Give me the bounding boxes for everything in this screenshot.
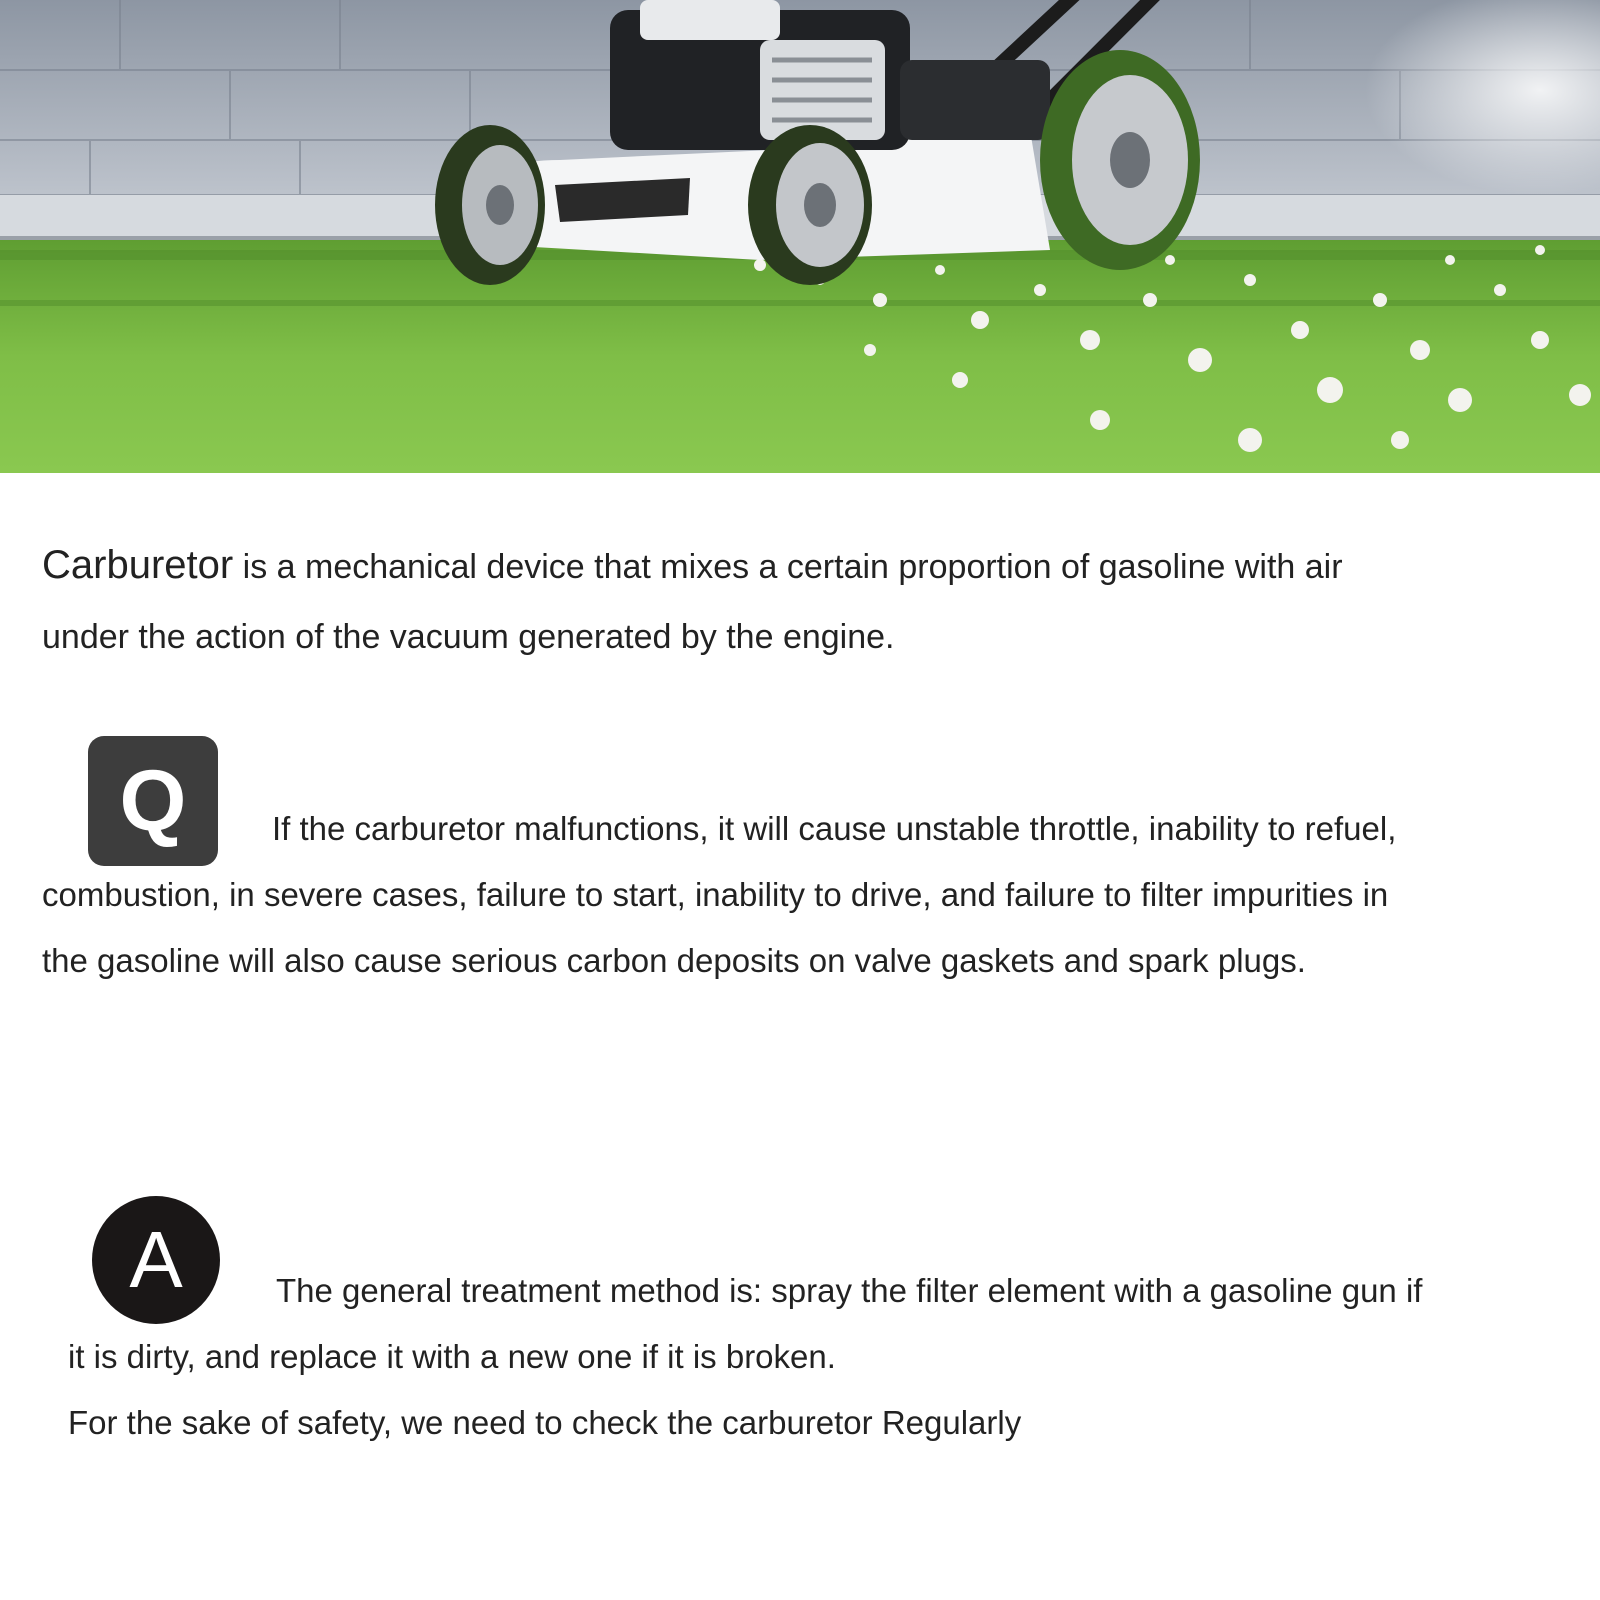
intro-text: is a mechanical device that mixes a certain proportion of gasoline with air under the action of the vacuum generated by the engine. xyxy=(42,548,1343,656)
hero-photo xyxy=(0,0,1600,473)
answer-badge-letter: A xyxy=(129,1215,183,1304)
question-badge-letter: Q xyxy=(119,752,187,849)
question-text: If the carburetor malfunctions, it will cause unstable throttle, inability to refuel, combustion, in severe cases, failure to start, inability to drive, and failure to filter impurities in the gasoline will also cause serious carbon deposits on valve gaskets and spark plugs. xyxy=(42,810,1397,979)
answer-text: The general treatment method is: spray the filter element with a gasoline gun if it is dirty, and replace it with a new one if it is broken. xyxy=(68,1272,1423,1375)
intro-paragraph xyxy=(42,530,1422,672)
lawn-mower-photo xyxy=(0,0,1600,473)
intro-lead: Carburetor xyxy=(42,543,234,587)
answer-safety-note: For the sake of safety, we need to check the carburetor Regularly xyxy=(68,1404,1022,1441)
